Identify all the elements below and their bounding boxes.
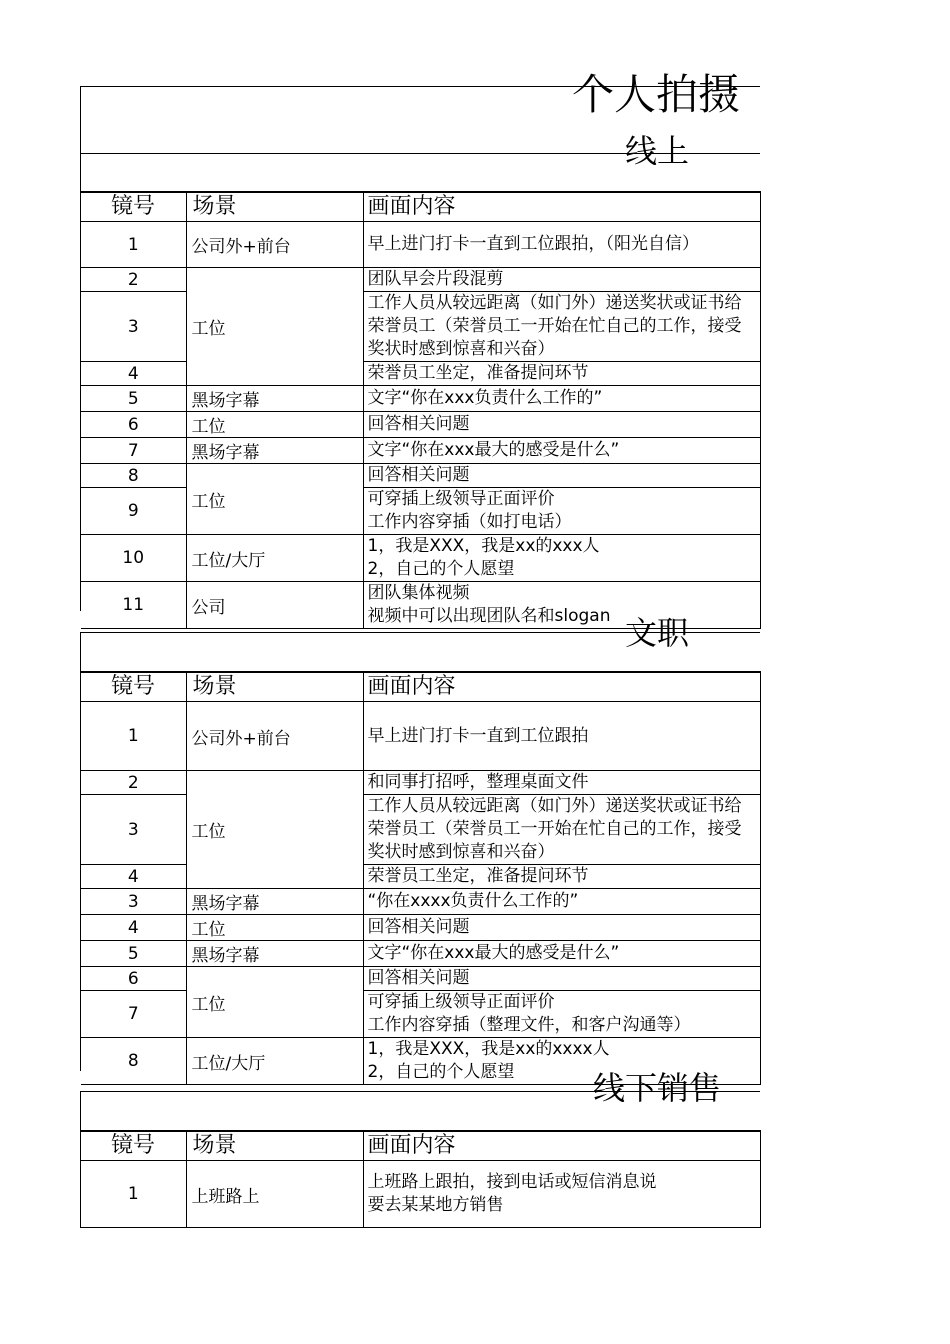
table-row — [81, 292, 760, 362]
table-row — [81, 438, 760, 464]
scene-cell: 黑场字幕 — [186, 438, 363, 464]
shot-number: 4 — [81, 362, 186, 386]
scene-cell: 黑场字幕 — [186, 889, 363, 915]
content-cell: 回答相关问题 — [363, 412, 760, 438]
content-cell: 1，我是XXX，我是xx的xxxx人 2，自己的个人愿望 — [363, 1038, 760, 1085]
scene-cell: 工位 — [186, 412, 363, 438]
table-header-row — [81, 672, 760, 702]
document-title: 个人拍摄 — [572, 70, 741, 119]
content-cell: 早上进门打卡一直到工位跟拍 — [363, 702, 760, 771]
content-cell: 回答相关问题 — [363, 915, 760, 941]
shot-table — [81, 671, 761, 1085]
table-row — [81, 795, 760, 865]
table-row — [81, 991, 760, 1038]
header-content: 画面内容 — [363, 672, 760, 702]
scene-cell: 公司外+前台 — [186, 222, 363, 268]
content-cell: 和同事打招呼，整理桌面文件 — [363, 771, 760, 795]
table-row — [81, 967, 760, 991]
header-scene: 场景 — [186, 1131, 363, 1161]
table-row — [81, 362, 760, 386]
shot-number: 1 — [81, 702, 186, 771]
table-row — [81, 889, 760, 915]
shot-table — [81, 1130, 761, 1228]
section-offline-sales — [80, 1069, 760, 1228]
shot-number: 2 — [81, 268, 186, 292]
section-clerical — [80, 614, 760, 1082]
content-cell: 上班路上跟拍，接到电话或短信消息说 要去某某地方销售 — [363, 1161, 760, 1228]
section-title: 线上 — [625, 132, 690, 170]
table-header-row — [81, 1131, 760, 1161]
scene-cell: 上班路上 — [186, 1161, 363, 1228]
content-cell: 工作人员从较远距离（如门外）递送奖状或证书给 荣誉员工（荣誉员工一开始在忙自己的工作，接受 奖状时感到惊喜和兴奋） — [363, 795, 760, 865]
content-cell: 回答相关问题 — [363, 464, 760, 488]
shot-table — [81, 191, 761, 629]
scene-cell: 黑场字幕 — [186, 941, 363, 967]
shot-number: 8 — [81, 464, 186, 488]
scene-cell: 工位 — [186, 464, 363, 535]
shot-number: 1 — [81, 1161, 186, 1228]
section-online — [80, 86, 760, 626]
header-shot-number: 镜号 — [81, 1131, 186, 1161]
scene-cell: 工位/大厅 — [186, 1038, 363, 1085]
shot-number: 8 — [81, 1038, 186, 1085]
table-row — [81, 941, 760, 967]
content-cell: 工作人员从较远距离（如门外）递送奖状或证书给 荣誉员工（荣誉员工一开始在忙自己的工作，接受 奖状时感到惊喜和兴奋） — [363, 292, 760, 362]
shot-number: 4 — [81, 915, 186, 941]
scene-cell: 工位/大厅 — [186, 535, 363, 582]
table-row — [81, 771, 760, 795]
table-row — [81, 386, 760, 412]
scene-cell: 工位 — [186, 915, 363, 941]
table-row — [81, 464, 760, 488]
scene-cell: 公司外+前台 — [186, 702, 363, 771]
shot-number: 11 — [81, 582, 186, 629]
content-cell: 荣誉员工坐定，准备提问环节 — [363, 865, 760, 889]
content-cell: 可穿插上级领导正面评价 工作内容穿插（如打电话） — [363, 488, 760, 535]
table-header-row — [81, 192, 760, 222]
table-row — [81, 268, 760, 292]
table-row — [81, 535, 760, 582]
content-cell: 文字“你在xxx负责什么工作的” — [363, 386, 760, 412]
content-cell: 文字“你在xxx最大的感受是什么” — [363, 941, 760, 967]
scene-cell: 工位 — [186, 268, 363, 386]
scene-cell: 工位 — [186, 771, 363, 889]
content-cell: 回答相关问题 — [363, 967, 760, 991]
table-row — [81, 488, 760, 535]
shot-number: 2 — [81, 771, 186, 795]
shot-number: 6 — [81, 412, 186, 438]
content-cell: 团队早会片段混剪 — [363, 268, 760, 292]
header-shot-number: 镜号 — [81, 192, 186, 222]
content-cell: 1，我是XXX，我是xx的xxx人 2，自己的个人愿望 — [363, 535, 760, 582]
content-cell: 团队集体视频 视频中可以出现团队名和slogan — [363, 582, 760, 629]
table-row — [81, 1161, 760, 1228]
shot-number: 6 — [81, 967, 186, 991]
content-cell: 文字“你在xxx最大的感受是什么” — [363, 438, 760, 464]
section-title: 线下销售 — [593, 1069, 722, 1107]
header-content: 画面内容 — [363, 192, 760, 222]
scene-cell: 黑场字幕 — [186, 386, 363, 412]
shot-number: 9 — [81, 488, 186, 535]
shot-number: 7 — [81, 438, 186, 464]
shot-number: 5 — [81, 386, 186, 412]
table-row — [81, 222, 760, 268]
shot-number: 5 — [81, 941, 186, 967]
header-shot-number: 镜号 — [81, 672, 186, 702]
header-scene: 场景 — [186, 192, 363, 222]
header-content: 画面内容 — [363, 1131, 760, 1161]
shot-number: 4 — [81, 865, 186, 889]
header-scene: 场景 — [186, 672, 363, 702]
shot-number: 3 — [81, 889, 186, 915]
shot-number: 3 — [81, 292, 186, 362]
scene-cell: 工位 — [186, 967, 363, 1038]
content-cell: 荣誉员工坐定，准备提问环节 — [363, 362, 760, 386]
scene-cell: 公司 — [186, 582, 363, 629]
table-row — [81, 915, 760, 941]
shot-number: 1 — [81, 222, 186, 268]
section-title: 文职 — [625, 614, 690, 652]
shot-number: 3 — [81, 795, 186, 865]
table-row — [81, 865, 760, 889]
shot-number: 7 — [81, 991, 186, 1038]
content-cell: 早上进门打卡一直到工位跟拍，（阳光自信） — [363, 222, 760, 268]
table-row — [81, 702, 760, 771]
content-cell: “你在xxxx负责什么工作的” — [363, 889, 760, 915]
table-row — [81, 412, 760, 438]
shot-number: 10 — [81, 535, 186, 582]
content-cell: 可穿插上级领导正面评价 工作内容穿插（整理文件，和客户沟通等） — [363, 991, 760, 1038]
